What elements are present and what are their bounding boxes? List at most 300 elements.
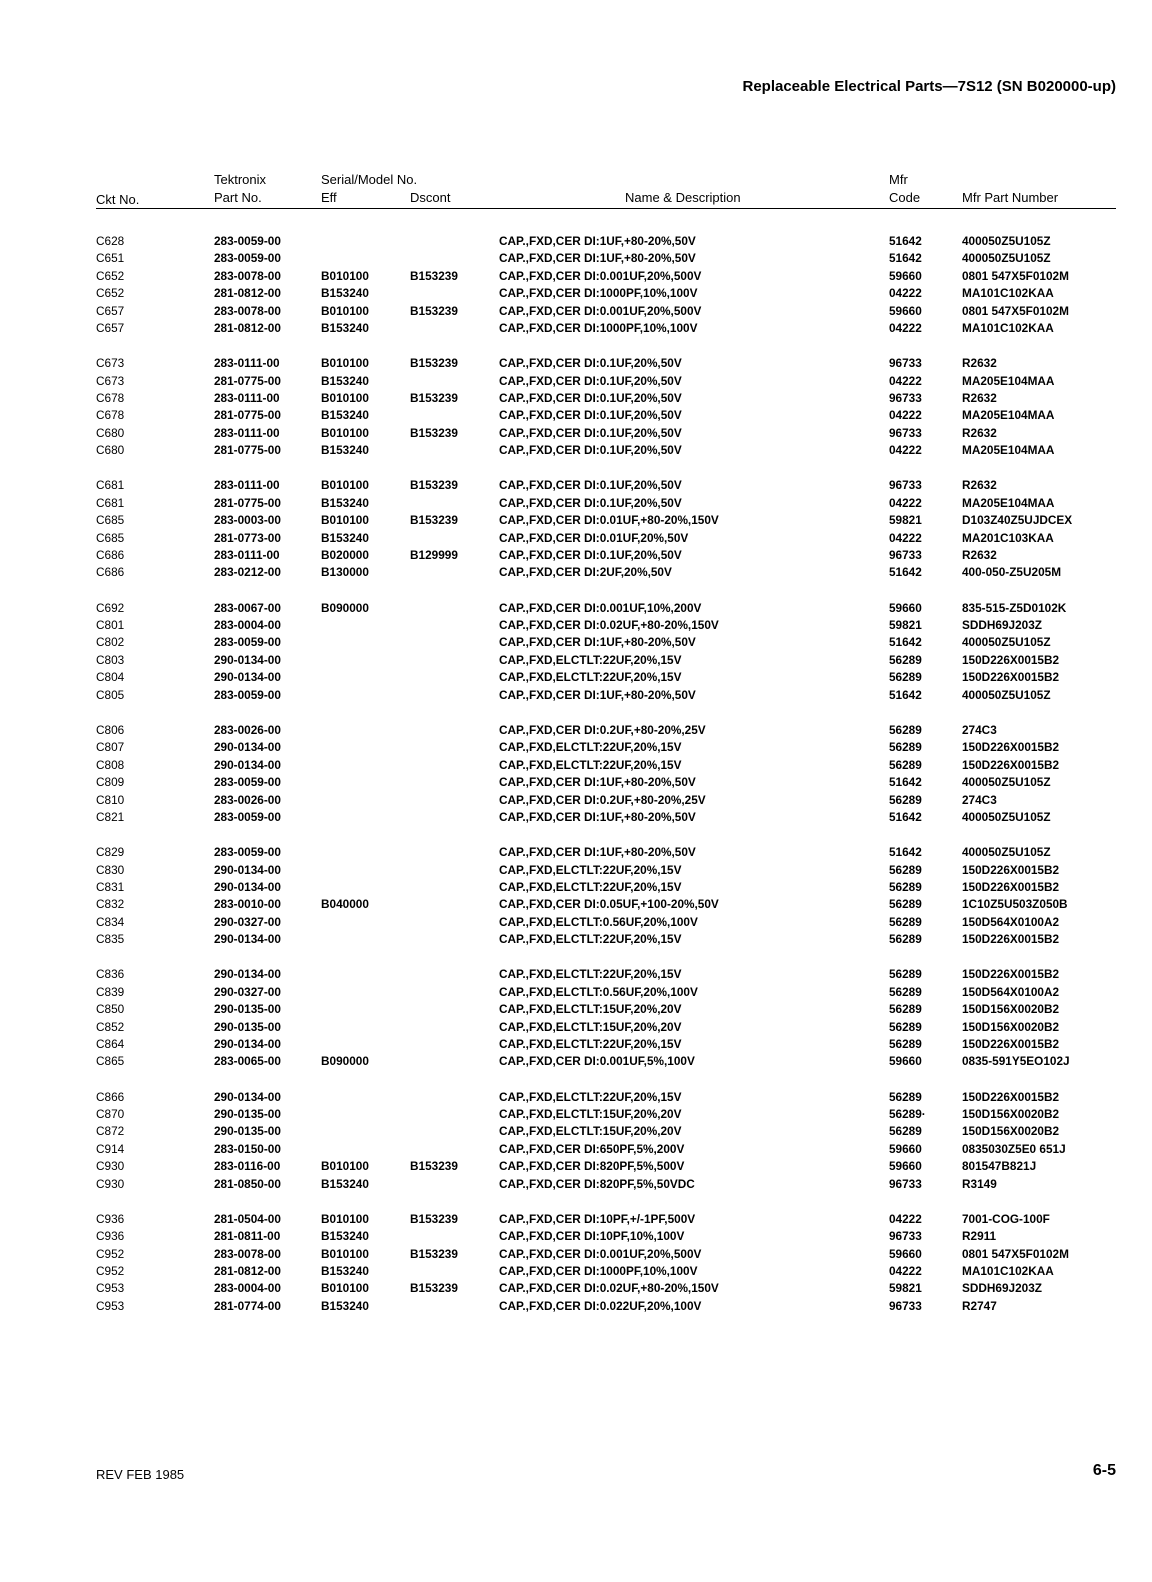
cell-desc: CAP.,FXD,CER DI:0.001UF,20%,500V	[499, 303, 702, 318]
cell-mfrpn: 150D564X0100A2	[962, 984, 1060, 999]
cell-mfrpn: SDDH69J203Z	[962, 618, 1042, 633]
cell-part: 290-0134-00	[214, 1089, 281, 1104]
table-row	[0, 233, 1152, 250]
cell-ckt: C678	[96, 391, 125, 406]
cell-code: 56289	[889, 879, 922, 894]
table-row	[0, 757, 1152, 774]
parts-table-body	[0, 233, 1152, 1315]
cell-mfrpn: 400050Z5U105Z	[962, 775, 1051, 790]
cell-ckt: C681	[96, 495, 125, 510]
cell-ckt: C810	[96, 792, 125, 807]
table-row	[0, 931, 1152, 948]
cell-dscont: B153239	[410, 303, 458, 318]
cell-part: 290-0134-00	[214, 740, 281, 755]
table-row	[0, 390, 1152, 407]
cell-part: 283-0111-00	[214, 548, 280, 563]
cell-mfrpn: D103Z40Z5UJDCEX	[962, 513, 1073, 528]
cell-code: 96733	[889, 1229, 922, 1244]
table-row	[0, 1123, 1152, 1140]
cell-code: 59821	[889, 1281, 922, 1296]
cell-eff: B153240	[321, 495, 369, 510]
cell-dscont: B153239	[410, 478, 458, 493]
col-code: Code	[889, 190, 921, 205]
cell-part: 290-0134-00	[214, 757, 281, 772]
cell-ckt: C872	[96, 1124, 125, 1139]
cell-ckt: C805	[96, 687, 125, 702]
cell-eff: B010100	[321, 1159, 369, 1174]
table-row	[0, 530, 1152, 547]
cell-code: 59660	[889, 600, 922, 615]
cell-code: 51642	[889, 845, 922, 860]
cell-ckt: C685	[96, 513, 125, 528]
cell-code: 51642	[889, 251, 922, 266]
cell-desc: CAP.,FXD,ELCTLT:22UF,20%,15V	[499, 932, 682, 947]
cell-mfrpn: MA101C102KAA	[962, 320, 1054, 335]
cell-ckt: C657	[96, 320, 125, 335]
cell-desc: CAP.,FXD,CER DI:2UF,20%,50V	[499, 565, 672, 580]
cell-dscont: B153239	[410, 268, 458, 283]
cell-dscont: B153239	[410, 356, 458, 371]
cell-ckt: C866	[96, 1089, 125, 1104]
cell-eff: B090000	[321, 1054, 369, 1069]
table-row	[0, 792, 1152, 809]
cell-code: 51642	[889, 565, 922, 580]
table-row	[0, 634, 1152, 651]
cell-mfrpn: 150D564X0100A2	[962, 914, 1060, 929]
cell-mfrpn: 150D226X0015B2	[962, 967, 1060, 982]
col-ckt-no: Ckt No.	[96, 192, 140, 207]
table-row	[0, 477, 1152, 494]
cell-mfrpn: 0801 547X5F0102M	[962, 303, 1069, 318]
cell-part: 283-0010-00	[214, 897, 281, 912]
cell-desc: CAP.,FXD,ELCTLT:22UF,20%,15V	[499, 670, 682, 685]
cell-mfrpn: 150D156X0020B2	[962, 1107, 1060, 1122]
cell-eff: B040000	[321, 897, 369, 912]
running-head: Replaceable Electrical Parts—7S12 (SN B020000-up)	[742, 78, 1116, 95]
col-mfr-part-number: Mfr Part Number	[962, 190, 1059, 205]
cell-eff: B010100	[321, 1246, 369, 1261]
cell-ckt: C806	[96, 722, 125, 737]
cell-ckt: C678	[96, 408, 125, 423]
table-row	[0, 268, 1152, 285]
col-dscont: Dscont	[410, 190, 451, 205]
cell-code: 56289	[889, 1036, 922, 1051]
table-row	[0, 687, 1152, 704]
table-row	[0, 1019, 1152, 1036]
cell-part: 283-0059-00	[214, 234, 281, 248]
cell-code: 56289	[889, 1019, 922, 1034]
cell-code: 56289	[889, 1089, 922, 1104]
cell-part: 281-0773-00	[214, 530, 281, 545]
cell-desc: CAP.,FXD,CER DI:1000PF,10%,100V	[499, 286, 698, 301]
table-row	[0, 547, 1152, 564]
cell-eff: B153240	[321, 373, 369, 388]
cell-code: 51642	[889, 687, 922, 702]
cell-desc: CAP.,FXD,CER DI:1UF,+80-20%,50V	[499, 845, 696, 860]
cell-ckt: C652	[96, 286, 125, 301]
cell-eff: B130000	[321, 565, 369, 580]
cell-part: 283-0078-00	[214, 1246, 281, 1261]
cell-code: 56289	[889, 1124, 922, 1139]
cell-desc: CAP.,FXD,CER DI:0.001UF,10%,200V	[499, 600, 702, 615]
cell-code: 51642	[889, 809, 922, 824]
cell-eff: B010100	[321, 478, 369, 493]
cell-part: 283-0111-00	[214, 478, 280, 493]
cell-code: 96733	[889, 391, 922, 406]
cell-dscont: B129999	[410, 548, 458, 563]
cell-desc: CAP.,FXD,ELCTLT:22UF,20%,15V	[499, 1089, 682, 1104]
cell-ckt: C673	[96, 356, 125, 371]
cell-mfrpn: 274C3	[962, 722, 997, 737]
cell-desc: CAP.,FXD,CER DI:0.01UF,20%,50V	[499, 530, 689, 545]
cell-ckt: C831	[96, 879, 125, 894]
cell-desc: CAP.,FXD,ELCTLT:22UF,20%,15V	[499, 862, 682, 877]
revision-date: REV FEB 1985	[96, 1467, 185, 1482]
cell-part: 281-0774-00	[214, 1298, 281, 1313]
table-row	[0, 1176, 1152, 1193]
cell-part: 281-0850-00	[214, 1176, 281, 1191]
table-row	[0, 285, 1152, 302]
cell-mfrpn: 0801 547X5F0102M	[962, 268, 1069, 283]
cell-ckt: C914	[96, 1141, 125, 1156]
cell-code: 51642	[889, 775, 922, 790]
cell-part: 281-0504-00	[214, 1211, 281, 1226]
cell-desc: CAP.,FXD,CER DI:0.1UF,20%,50V	[499, 408, 682, 423]
table-row	[0, 617, 1152, 634]
cell-code: 56289	[889, 670, 922, 685]
cell-dscont: B153239	[410, 1211, 458, 1226]
cell-desc: CAP.,FXD,CER DI:650PF,5%,200V	[499, 1141, 685, 1156]
cell-ckt: C673	[96, 373, 125, 388]
cell-code: 56289·	[889, 1107, 926, 1122]
cell-code: 04222	[889, 530, 922, 545]
table-row	[0, 1280, 1152, 1297]
cell-eff: B010100	[321, 425, 369, 440]
cell-mfrpn: SDDH69J203Z	[962, 1281, 1042, 1296]
cell-eff: B090000	[321, 600, 369, 615]
table-row	[0, 1263, 1152, 1280]
cell-part: 290-0135-00	[214, 1124, 281, 1139]
cell-mfrpn: R2747	[962, 1298, 997, 1313]
cell-desc: CAP.,FXD,CER DI:1000PF,10%,100V	[499, 1264, 698, 1279]
cell-ckt: C834	[96, 914, 125, 929]
cell-mfrpn: 150D226X0015B2	[962, 862, 1060, 877]
cell-ckt: C839	[96, 984, 125, 999]
table-row	[0, 879, 1152, 896]
cell-mfrpn: 835-515-Z5D0102K	[962, 600, 1067, 615]
cell-ckt: C685	[96, 530, 125, 545]
table-row	[0, 809, 1152, 826]
cell-desc: CAP.,FXD,CER DI:0.1UF,20%,50V	[499, 391, 682, 406]
cell-code: 96733	[889, 356, 922, 371]
cell-ckt: C657	[96, 303, 125, 318]
cell-mfrpn: MA101C102KAA	[962, 286, 1054, 301]
cell-part: 281-0812-00	[214, 320, 281, 335]
table-row	[0, 774, 1152, 791]
cell-ckt: C801	[96, 618, 125, 633]
cell-ckt: C852	[96, 1019, 125, 1034]
cell-dscont: B153239	[410, 1159, 458, 1174]
cell-desc: CAP.,FXD,CER DI:820PF,5%,500V	[499, 1159, 685, 1174]
table-row	[0, 355, 1152, 372]
cell-ckt: C807	[96, 740, 125, 755]
cell-mfrpn: R2911	[962, 1229, 997, 1244]
cell-mfrpn: 0835-591Y5EO102J	[962, 1054, 1070, 1069]
cell-part: 283-0059-00	[214, 251, 281, 266]
cell-ckt: C953	[96, 1298, 125, 1313]
table-row	[0, 1141, 1152, 1158]
cell-ckt: C952	[96, 1246, 125, 1261]
cell-mfrpn: MA205E104MAA	[962, 373, 1055, 388]
cell-part: 283-0004-00	[214, 1281, 281, 1296]
cell-eff: B153240	[321, 408, 369, 423]
cell-ckt: C930	[96, 1159, 125, 1174]
cell-code: 59660	[889, 1246, 922, 1261]
table-row	[0, 320, 1152, 337]
table-row	[0, 862, 1152, 879]
table-row	[0, 739, 1152, 756]
cell-mfrpn: MA205E104MAA	[962, 408, 1055, 423]
cell-code: 56289	[889, 792, 922, 807]
table-row	[0, 512, 1152, 529]
cell-eff: B153240	[321, 1176, 369, 1191]
cell-eff: B153240	[321, 1298, 369, 1313]
table-row	[0, 1053, 1152, 1070]
cell-desc: CAP.,FXD,CER DI:1UF,+80-20%,50V	[499, 635, 696, 650]
cell-dscont: B153239	[410, 1281, 458, 1296]
cell-desc: CAP.,FXD,CER DI:0.1UF,20%,50V	[499, 356, 682, 371]
cell-ckt: C821	[96, 809, 125, 824]
cell-mfrpn: R2632	[962, 356, 997, 371]
cell-part: 283-0059-00	[214, 845, 281, 860]
cell-mfrpn: R3149	[962, 1176, 997, 1191]
cell-code: 56289	[889, 722, 922, 737]
cell-part: 283-0078-00	[214, 268, 281, 283]
cell-mfrpn: 400-050-Z5U205M	[962, 565, 1062, 580]
cell-eff: B153240	[321, 1229, 369, 1244]
cell-desc: CAP.,FXD,ELCTLT:22UF,20%,15V	[499, 740, 682, 755]
cell-part: 283-0026-00	[214, 722, 281, 737]
table-row	[0, 425, 1152, 442]
cell-code: 56289	[889, 1002, 922, 1017]
cell-code: 04222	[889, 408, 922, 423]
cell-ckt: C692	[96, 600, 125, 615]
cell-ckt: C836	[96, 967, 125, 982]
table-row	[0, 1089, 1152, 1106]
cell-code: 56289	[889, 967, 922, 982]
cell-desc: CAP.,FXD,CER DI:0.1UF,20%,50V	[499, 478, 682, 493]
cell-code: 59660	[889, 268, 922, 283]
cell-dscont: B153239	[410, 425, 458, 440]
cell-eff: B153240	[321, 443, 369, 458]
cell-part: 283-0067-00	[214, 600, 281, 615]
cell-desc: CAP.,FXD,ELCTLT:0.56UF,20%,100V	[499, 914, 698, 929]
cell-code: 59660	[889, 303, 922, 318]
cell-part: 290-0135-00	[214, 1002, 281, 1017]
cell-code: 96733	[889, 1176, 922, 1191]
cell-mfrpn: 274C3	[962, 792, 997, 807]
cell-ckt: C680	[96, 443, 125, 458]
col-tektronix: Tektronix	[214, 172, 267, 187]
cell-code: 96733	[889, 478, 922, 493]
cell-ckt: C651	[96, 251, 125, 266]
cell-part: 281-0775-00	[214, 443, 281, 458]
cell-mfrpn: 400050Z5U105Z	[962, 234, 1051, 248]
cell-ckt: C680	[96, 425, 125, 440]
cell-desc: CAP.,FXD,CER DI:0.1UF,20%,50V	[499, 548, 682, 563]
cell-code: 04222	[889, 1264, 922, 1279]
cell-part: 283-0059-00	[214, 809, 281, 824]
table-row	[0, 844, 1152, 861]
cell-ckt: C936	[96, 1211, 125, 1226]
cell-ckt: C953	[96, 1281, 125, 1296]
cell-eff: B010100	[321, 391, 369, 406]
table-row	[0, 1001, 1152, 1018]
table-row	[0, 1211, 1152, 1228]
table-row	[0, 1106, 1152, 1123]
cell-code: 96733	[889, 425, 922, 440]
header-rule	[96, 208, 1116, 209]
cell-part: 290-0134-00	[214, 670, 281, 685]
cell-part: 283-0059-00	[214, 687, 281, 702]
cell-eff: B010100	[321, 268, 369, 283]
col-name-description: Name & Description	[625, 190, 741, 205]
cell-part: 290-0327-00	[214, 984, 281, 999]
cell-part: 290-0134-00	[214, 932, 281, 947]
table-row	[0, 564, 1152, 581]
cell-desc: CAP.,FXD,CER DI:0.02UF,+80-20%,150V	[499, 618, 719, 633]
cell-code: 96733	[889, 1298, 922, 1313]
cell-mfrpn: 801547B821J	[962, 1159, 1037, 1174]
cell-ckt: C936	[96, 1229, 125, 1244]
cell-desc: CAP.,FXD,CER DI:0.02UF,+80-20%,150V	[499, 1281, 719, 1296]
cell-desc: CAP.,FXD,CER DI:0.001UF,20%,500V	[499, 1246, 702, 1261]
cell-mfrpn: 0835030Z5E0 651J	[962, 1141, 1066, 1156]
cell-ckt: C850	[96, 1002, 125, 1017]
cell-code: 59821	[889, 513, 922, 528]
cell-part: 290-0135-00	[214, 1019, 281, 1034]
table-row	[0, 914, 1152, 931]
cell-mfrpn: 150D156X0020B2	[962, 1002, 1060, 1017]
cell-mfrpn: 400050Z5U105Z	[962, 635, 1051, 650]
cell-code: 04222	[889, 320, 922, 335]
cell-part: 283-0026-00	[214, 792, 281, 807]
cell-eff: B153240	[321, 1264, 369, 1279]
cell-ckt: C803	[96, 652, 125, 667]
table-row	[0, 984, 1152, 1001]
cell-eff: B010100	[321, 356, 369, 371]
cell-code: 56289	[889, 984, 922, 999]
cell-part: 283-0004-00	[214, 618, 281, 633]
cell-desc: CAP.,FXD,ELCTLT:15UF,20%,20V	[499, 1019, 682, 1034]
cell-desc: CAP.,FXD,CER DI:0.2UF,+80-20%,25V	[499, 792, 706, 807]
table-row	[0, 303, 1152, 320]
cell-part: 283-0150-00	[214, 1141, 281, 1156]
cell-mfrpn: MA205E104MAA	[962, 443, 1055, 458]
cell-part: 283-0065-00	[214, 1054, 281, 1069]
cell-ckt: C686	[96, 565, 125, 580]
cell-ckt: C835	[96, 932, 125, 947]
cell-desc: CAP.,FXD,ELCTLT:22UF,20%,15V	[499, 879, 682, 894]
cell-code: 59660	[889, 1159, 922, 1174]
cell-code: 56289	[889, 757, 922, 772]
table-row	[0, 407, 1152, 424]
cell-ckt: C652	[96, 268, 125, 283]
cell-ckt: C628	[96, 234, 125, 248]
cell-desc: CAP.,FXD,CER DI:10PF,10%,100V	[499, 1229, 685, 1244]
col-serial-model: Serial/Model No.	[321, 172, 418, 187]
cell-part: 290-0134-00	[214, 1036, 281, 1051]
cell-eff: B010100	[321, 1281, 369, 1296]
cell-desc: CAP.,FXD,CER DI:0.001UF,5%,100V	[499, 1054, 695, 1069]
cell-mfrpn: 400050Z5U105Z	[962, 845, 1051, 860]
cell-part: 283-0078-00	[214, 303, 281, 318]
cell-part: 290-0134-00	[214, 967, 281, 982]
cell-eff: B153240	[321, 286, 369, 301]
table-row	[0, 896, 1152, 913]
page-number: 6-5	[1092, 1462, 1116, 1479]
cell-ckt: C809	[96, 775, 125, 790]
cell-desc: CAP.,FXD,ELCTLT:22UF,20%,15V	[499, 757, 682, 772]
cell-mfrpn: 150D226X0015B2	[962, 740, 1060, 755]
cell-mfrpn: 150D226X0015B2	[962, 652, 1060, 667]
cell-mfrpn: 150D156X0020B2	[962, 1124, 1060, 1139]
table-row	[0, 600, 1152, 617]
cell-desc: CAP.,FXD,CER DI:820PF,5%,50VDC	[499, 1176, 695, 1191]
cell-eff: B010100	[321, 513, 369, 528]
cell-part: 283-0111-00	[214, 391, 280, 406]
cell-dscont: B153239	[410, 391, 458, 406]
cell-mfrpn: MA101C102KAA	[962, 1264, 1054, 1279]
cell-code: 56289	[889, 652, 922, 667]
cell-ckt: C870	[96, 1107, 125, 1122]
cell-part: 281-0812-00	[214, 1264, 281, 1279]
column-headers	[0, 170, 1152, 212]
cell-mfrpn: 400050Z5U105Z	[962, 251, 1051, 266]
cell-desc: CAP.,FXD,ELCTLT:15UF,20%,20V	[499, 1124, 682, 1139]
cell-desc: CAP.,FXD,CER DI:1UF,+80-20%,50V	[499, 809, 696, 824]
cell-desc: CAP.,FXD,ELCTLT:15UF,20%,20V	[499, 1002, 682, 1017]
cell-part: 281-0811-00	[214, 1229, 281, 1244]
cell-code: 59821	[889, 618, 922, 633]
cell-desc: CAP.,FXD,CER DI:0.1UF,20%,50V	[499, 425, 682, 440]
cell-eff: B153240	[321, 320, 369, 335]
col-eff: Eff	[321, 190, 337, 205]
cell-ckt: C832	[96, 897, 125, 912]
cell-code: 56289	[889, 932, 922, 947]
cell-code: 04222	[889, 495, 922, 510]
cell-desc: CAP.,FXD,ELCTLT:22UF,20%,15V	[499, 1036, 682, 1051]
table-row	[0, 1246, 1152, 1263]
cell-mfrpn: 400050Z5U105Z	[962, 809, 1051, 824]
cell-ckt: C952	[96, 1264, 125, 1279]
table-row	[0, 1228, 1152, 1245]
cell-code: 51642	[889, 635, 922, 650]
cell-mfrpn: R2632	[962, 391, 997, 406]
cell-code: 51642	[889, 234, 922, 248]
cell-ckt: C804	[96, 670, 125, 685]
table-row	[0, 652, 1152, 669]
cell-ckt: C930	[96, 1176, 125, 1191]
cell-part: 283-0116-00	[214, 1159, 281, 1174]
cell-mfrpn: MA205E104MAA	[962, 495, 1055, 510]
cell-ckt: C808	[96, 757, 125, 772]
cell-ckt: C829	[96, 845, 125, 860]
cell-code: 56289	[889, 914, 922, 929]
table-row	[0, 722, 1152, 739]
cell-desc: CAP.,FXD,CER DI:0.001UF,20%,500V	[499, 268, 702, 283]
cell-code: 04222	[889, 443, 922, 458]
